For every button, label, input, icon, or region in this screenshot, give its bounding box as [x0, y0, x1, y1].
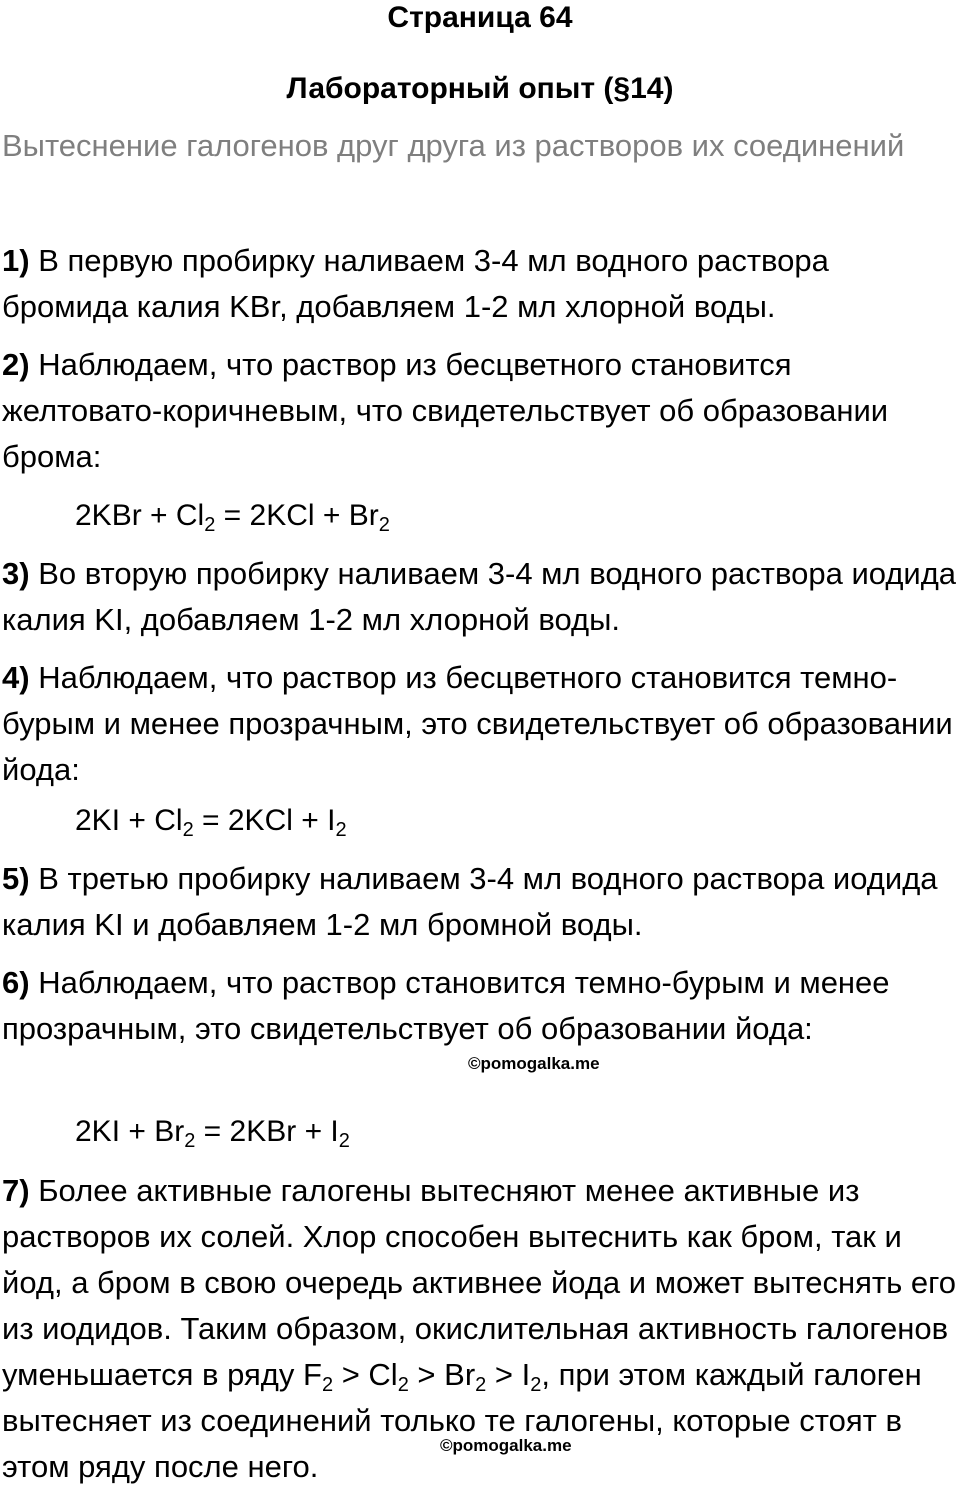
step-5 [2, 856, 958, 948]
step-number: 1) [2, 243, 30, 278]
step-number: 3) [2, 556, 30, 591]
step-3 [2, 551, 958, 643]
step-number: 7) [2, 1173, 30, 1208]
step-text: В первую пробирку наливаем 3-4 мл водного раствора бромида калия KBr, добавляем 1-2 мл хлорной воды. [2, 243, 829, 324]
watermark: ©pomogalka.me [468, 1054, 600, 1073]
step-text: Наблюдаем, что раствор из бесцветного становится темно-бурым и менее прозрачным, это свидетельствует об образовании йода: [2, 660, 953, 787]
step-6 [2, 960, 958, 1052]
step-number: 2) [2, 347, 30, 382]
subtitle: Вытеснение галогенов друг друга из растворов их соединений [2, 128, 905, 163]
step-number: 4) [2, 660, 30, 695]
step-number: 6) [2, 965, 30, 1000]
step-4 [2, 655, 958, 793]
equation-3: $2KI + Br_2 = 2KBr + I_2$ [75, 1115, 350, 1152]
step-text: В третью пробирку наливаем 3-4 мл водного раствора иодида калия KI и добавляем 1-2 мл бромной воды. [2, 861, 938, 942]
step-text: Во вторую пробирку наливаем 3-4 мл водного раствора иодида калия KI, добавляем 1-2 мл хлорной воды. [2, 556, 957, 637]
step-7: 7) Более активные галогены вытесняют менее активные из растворов их солей. Хлор способен вытеснить как бром, так и йод, а бром в свою очередь активнее йода и может вытеснять его из иодидов. Таким образом, окислительная активность галогенов уменьшается в ряду $F_2 > Cl_2 > Br_2 > I_2$, при этом каждый галоген вытесняет из соединений только те галогены, которые стоят в этом ряду после него. [2, 1173, 956, 1484]
step-1 [2, 238, 958, 330]
page-title: Страница 64 [387, 1, 573, 34]
equation-1: $2KBr + Cl_2 = 2KCl + Br_2$ [75, 499, 390, 536]
step-text: Наблюдаем, что раствор из бесцветного становится желтовато-коричневым, что свидетельствует об образовании брома: [2, 347, 889, 474]
step-2 [2, 342, 958, 480]
section-title: Лабораторный опыт (§14) [286, 72, 674, 105]
step-number: 5) [2, 861, 30, 896]
watermark: ©pomogalka.me [440, 1436, 572, 1455]
step-text: Наблюдаем, что раствор становится темно-бурым и менее прозрачным, это свидетельствует об образовании йода: [2, 965, 890, 1046]
equation-2: $2KI + Cl_2 = 2KCl + I_2$ [75, 804, 347, 841]
